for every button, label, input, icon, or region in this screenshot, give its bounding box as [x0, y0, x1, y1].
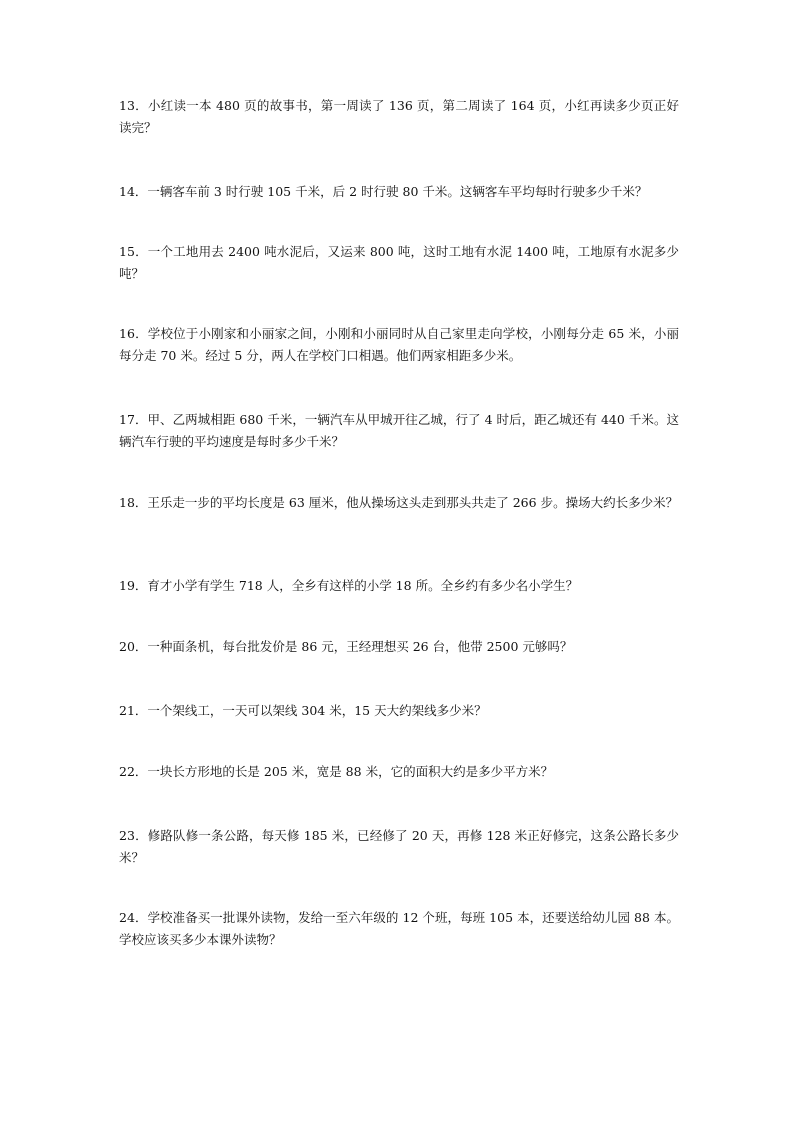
problem-19: 19．育才小学有学生 718 人，全乡有这样的小学 18 所。全乡约有多少名小学生？	[119, 578, 579, 593]
problem-13: 13．小红读一本 480 页的故事书，第一周读了 136 页，第二周读了 164 页，小红再读多少页正好读完？	[119, 98, 679, 135]
problem-18: 18．王乐走一步的平均长度是 63 厘米，他从操场这头走到那头共走了 266 步。操场大约长多少米？	[119, 495, 679, 510]
problem-24: 24．学校准备买一批课外读物，发给一至六年级的 12 个班，每班 105 本，还要送给幼儿园 88 本。学校应该买多少本课外读物？	[119, 910, 679, 947]
problem-14: 14．一辆客车前 3 时行驶 105 千米，后 2 时行驶 80 千米。这辆客车平均每时行驶多少千米？	[119, 184, 648, 199]
problem-21: 21．一个架线工，一天可以架线 304 米，15 天大约架线多少米？	[119, 703, 487, 718]
problem-22: 22．一块长方形地的长是 205 米，宽是 88 米，它的面积大约是多少平方米？	[119, 764, 554, 779]
problem-23: 23．修路队修一条公路，每天修 185 米，已经修了 20 天，再修 128 米正好修完，这条公路长多少米？	[119, 828, 679, 865]
problem-20: 20．一种面条机，每台批发价是 86 元，王经理想买 26 台，他带 2500 元够吗？	[119, 639, 573, 654]
problem-17: 17．甲、乙两城相距 680 千米，一辆汽车从甲城开往乙城，行了 4 时后，距乙城还有 440 千米。这辆汽车行驶的平均速度是每时多少千米？	[119, 412, 679, 449]
problem-16: 16．学校位于小刚家和小丽家之间，小刚和小丽同时从自己家里走向学校，小刚每分走 65 米，小丽每分走 70 米。经过 5 分，两人在学校门口相遇。他们两家相距多少米。	[119, 326, 679, 363]
problem-15: 15．一个工地用去 2400 吨水泥后，又运来 800 吨，这时工地有水泥 1400 吨，工地原有水泥多少吨？	[119, 244, 679, 281]
